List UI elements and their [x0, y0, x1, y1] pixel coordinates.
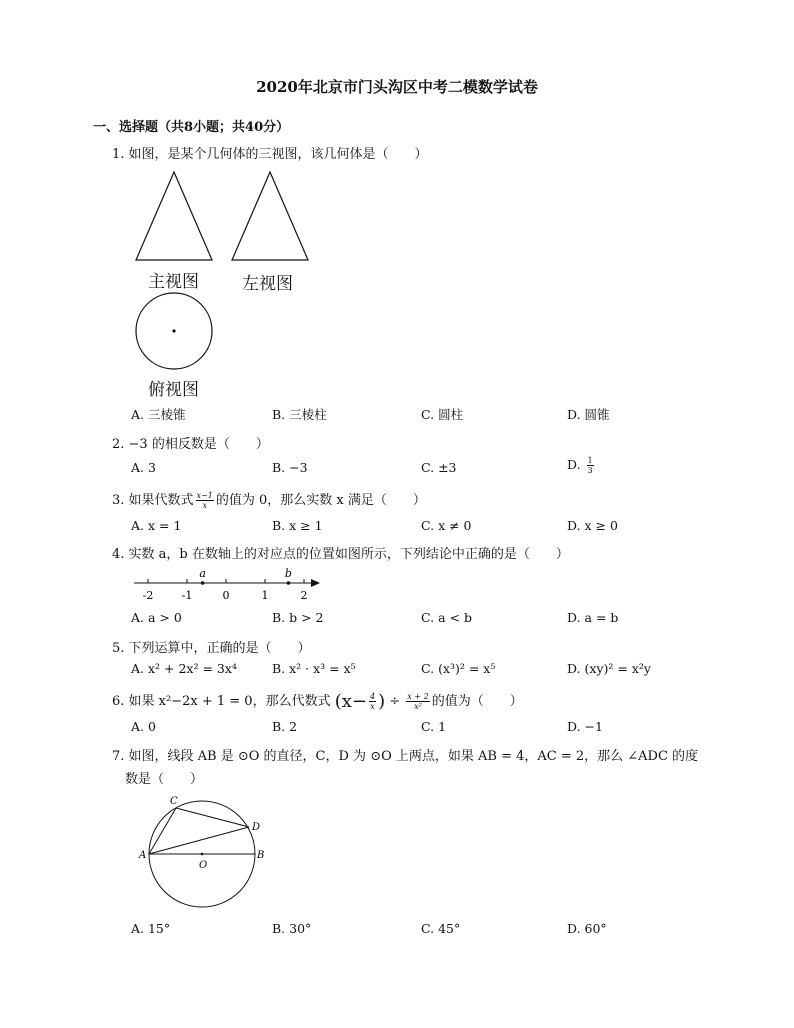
q5-option-b[interactable]: B. x² · x³ = x⁵: [272, 661, 356, 676]
q3-fraction-denominator: x: [202, 501, 207, 510]
number-line-label-a: a: [199, 567, 206, 580]
q3-option-b[interactable]: B. x ≥ 1: [272, 518, 323, 533]
number-line-tick-label: -2: [142, 589, 154, 602]
q3-fraction-numerator: x−1: [196, 491, 213, 500]
number-line-tick-label: 1: [261, 589, 269, 602]
q4-option-c[interactable]: C. a < b: [421, 610, 472, 625]
q6-fraction-2-denominator: x²: [414, 702, 422, 711]
number-line-tick-label: 2: [300, 589, 308, 602]
q2-stem: 2. −3 的相反数是（ ）: [112, 437, 269, 452]
q7-label-c: C: [170, 796, 178, 807]
q6-fraction-1-numerator: 4: [369, 692, 376, 701]
q5-option-c[interactable]: C. (x³)² = x⁵: [421, 661, 496, 676]
section-heading: 一、选择题（共8小题；共40分）: [93, 120, 290, 135]
number-line-tick-label: 0: [222, 589, 230, 602]
q4-option-a[interactable]: A. a > 0: [131, 610, 182, 625]
q2-option-c[interactable]: C. ±3: [421, 460, 457, 475]
q6-stem-pre: 6. 如果 x²−2x + 1 = 0，那么代数式: [112, 694, 331, 709]
q6-option-c[interactable]: C. 1: [421, 719, 447, 734]
q4-stem: 4. 实数 a，b 在数轴上的对应点的位置如图所示，下列结论中正确的是（ ）: [112, 547, 569, 562]
q7-stem-line2: 数是（ ）: [125, 772, 204, 787]
q6-fraction-2: [406, 692, 429, 711]
q7-stem-line1: 7. 如图，线段 AB 是 ⊙O 的直径，C，D 为 ⊙O 上两点，如果 AB = 4，AC = 2，那么 ∠ADC 的度: [112, 749, 699, 764]
q2-fraction-numerator: 1: [587, 456, 593, 465]
q7-circle-figure: [136, 790, 276, 910]
q1-top-view: [134, 292, 218, 372]
q1-option-a[interactable]: A. 三棱锥: [131, 407, 186, 422]
q5-stem: 5. 下列运算中，正确的是（ ）: [112, 641, 311, 656]
q7-label-a: A: [139, 850, 147, 861]
q1-option-c[interactable]: C. 圆柱: [421, 407, 464, 422]
q7-option-c[interactable]: C. 45°: [421, 921, 461, 936]
number-line-point-b: [287, 581, 291, 585]
q1-view-label-top: 俯视图: [148, 380, 199, 400]
q2-option-b[interactable]: B. −3: [272, 460, 308, 475]
q1-option-d[interactable]: D. 圆锥: [567, 407, 610, 422]
number-line-label-b: b: [284, 567, 292, 580]
q3-stem-pre: 3. 如果代数式: [112, 493, 194, 508]
number-line-point-a: [201, 581, 205, 585]
page-title: 2020年北京市门头沟区中考二模数学试卷: [256, 78, 538, 96]
q5-option-d[interactable]: D. (xy)² = x²y: [567, 661, 651, 676]
q3-fraction: [196, 491, 214, 510]
q3-option-c[interactable]: C. x ≠ 0: [421, 518, 472, 533]
q1-view-label-side: 左视图: [242, 274, 293, 294]
q6-fraction-1: [369, 692, 376, 711]
q1-view-label-front: 主视图: [148, 272, 199, 292]
q4-option-d[interactable]: D. a = b: [567, 610, 619, 625]
q6-option-d[interactable]: D. −1: [567, 719, 603, 734]
q1-side-view: [226, 168, 316, 268]
q3-option-a[interactable]: A. x = 1: [131, 518, 182, 533]
q2-option-d[interactable]: [567, 456, 596, 475]
q5-option-a[interactable]: A. x² + 2x² = 3x⁴: [131, 661, 237, 676]
q1-front-view: [130, 168, 220, 268]
q6-paren-right: ): [378, 691, 386, 712]
q2-fraction: [587, 456, 594, 475]
q6-fraction-1-denominator: x: [370, 702, 375, 711]
q3-option-d[interactable]: D. x ≥ 0: [567, 518, 618, 533]
q7-label-o: O: [199, 860, 208, 871]
q6-fraction-2-numerator: x + 2: [407, 692, 429, 701]
q1-option-b[interactable]: B. 三棱柱: [272, 407, 327, 422]
q6-stem-post: 的值为（ ）: [431, 694, 523, 709]
q6-divide-sign: ÷: [389, 694, 401, 709]
q6-paren-left: (x−: [334, 691, 367, 712]
number-line-tick-label: -1: [181, 589, 193, 602]
q1-stem: 1. 如图，是某个几何体的三视图，该几何体是（ ）: [112, 147, 428, 162]
q7-label-b: B: [257, 850, 265, 861]
q6-option-a[interactable]: A. 0: [131, 719, 156, 734]
q7-option-a[interactable]: A. 15°: [131, 921, 171, 936]
q6-stem: [112, 690, 523, 712]
q2-fraction-denominator: 3: [587, 466, 593, 475]
q7-option-b[interactable]: B. 30°: [272, 921, 312, 936]
q2-option-d-label: D.: [567, 457, 581, 472]
q7-label-d: D: [252, 822, 261, 833]
q6-option-b[interactable]: B. 2: [272, 719, 298, 734]
q4-number-line: [130, 562, 330, 604]
q3-stem-post: 的值为 0，那么实数 x 满足（ ）: [215, 493, 426, 508]
q7-option-d[interactable]: D. 60°: [567, 921, 607, 936]
q3-stem: [112, 489, 426, 510]
q4-option-b[interactable]: B. b > 2: [272, 610, 324, 625]
q2-option-a[interactable]: A. 3: [131, 460, 156, 475]
